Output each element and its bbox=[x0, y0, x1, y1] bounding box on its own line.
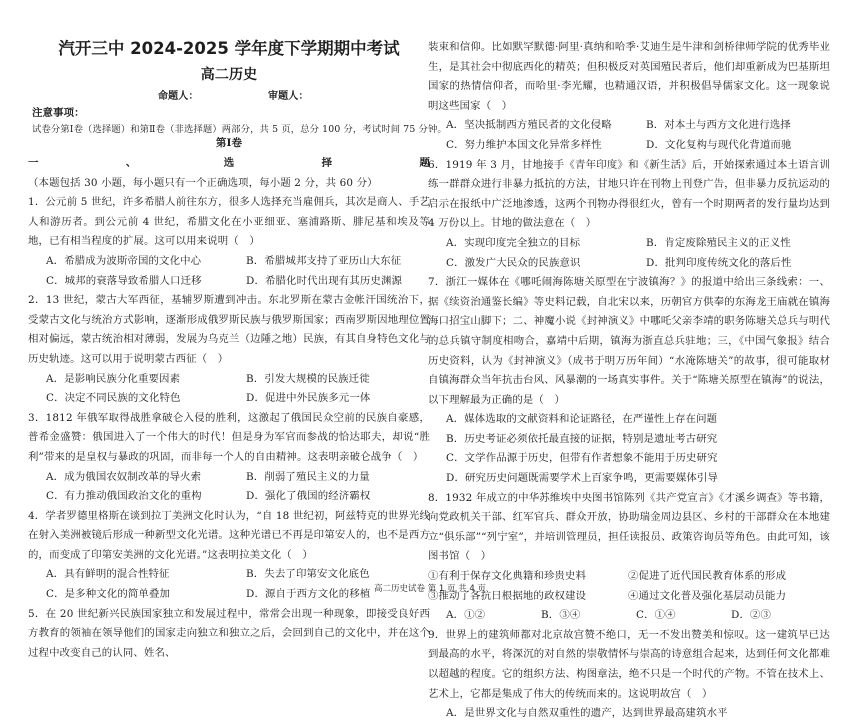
option: D．强化了俄国的经济霸权 bbox=[246, 490, 371, 503]
option: C．决定不同民族的文化特色 bbox=[46, 392, 181, 405]
exam-title: 汽开三中 2024-2025 学年度下学期期中考试 bbox=[58, 39, 400, 58]
option-group bbox=[28, 252, 430, 291]
option: B．希腊城邦支持了亚历山大东征 bbox=[246, 254, 402, 267]
option-group bbox=[28, 370, 430, 409]
option: D．希腊化时代出现有其历史渊源 bbox=[246, 274, 403, 287]
option: D．源自于西方文化的移植 bbox=[246, 588, 371, 601]
option: B．对本土与西方文化进行选择 bbox=[646, 119, 791, 132]
option: A．希腊成为波斯帝国的文化中心 bbox=[46, 254, 202, 267]
option: C．激发广大民众的民族意识 bbox=[446, 256, 581, 269]
option: A．是影响民族分化重要因素 bbox=[46, 372, 181, 385]
option: C．文学作品源于历史，但带有作者想象不能用于历史研究 bbox=[446, 452, 718, 465]
option: D．促进中外民族多元一体 bbox=[246, 392, 371, 405]
option: B．肯定废除殖民主义的正义性 bbox=[646, 236, 791, 249]
option: B．③④ bbox=[541, 609, 581, 622]
volume-label: 第Ⅰ卷 bbox=[215, 137, 243, 149]
option: B．失去了印第安文化底色 bbox=[246, 568, 370, 581]
option-group bbox=[428, 116, 830, 155]
option: C．努力维护本国文化异常多样性 bbox=[446, 138, 602, 151]
option: A．①② bbox=[446, 609, 486, 622]
page-footer: 高二历史试卷 第 1 页 共 4 页 bbox=[373, 584, 487, 594]
option: C．城邦的衰落导致希腊人口迁移 bbox=[46, 274, 202, 287]
option: D．文化复构与现代化背道而驰 bbox=[646, 138, 792, 151]
statement-item: ①有利于保存文化典籍和珍贵史料 bbox=[428, 570, 587, 583]
option: D．批判印度传统文化的落后性 bbox=[646, 256, 792, 269]
section-heading: 一、选择题（本题包括 30 小题，每小题只有一个正确选项，每小题 2 分，共 60 分） bbox=[28, 157, 430, 189]
question-stem: 1．公元前 5 世纪，许多希腊人前往东方，很多人选择充当雇佣兵，其次是商人、手艺人和游历者。到公元前 4 世纪，希腊文化在小亚细亚、塞浦路斯、腓尼基和埃及等地，已有相当程度的扩展。这可以用来说明（ ） bbox=[28, 196, 430, 248]
question-stem: 9．世界上的建筑师都对北京故宫赞不绝口，无一不发出赞美和惊叹。这一建筑早已达到最高的水平，将深沉的对自然的崇敬情怀与崇高的诗意组合起来，达到任何文化都难以超越的程度。它的组织方法、构图章法，绝不只是一个时代的产物。不管在技术上、艺术上，它都是集成了伟大的传统而来的。这说明故宫（ ） bbox=[428, 628, 830, 700]
option: D．②③ bbox=[731, 609, 772, 622]
option: A．成为俄国农奴制改革的导火索 bbox=[46, 470, 202, 483]
setter-label: 命题人： bbox=[158, 91, 199, 102]
question-stem: 8．1932 年成立的中华苏维埃中央图书馆陈列《共产党宣言》《才溪乡调查》等书籍，向党政机关干部、红军官兵、群众开放，协助瑞金周边县区、乡村的干部群众在本地建立“俱乐部”“列宁室”，并培训管理员，担任读报员、政策咨询员等角色。由此可知，该图书馆（ ） bbox=[428, 491, 830, 563]
question-stem: 7．浙江一媒体在《哪吒闹海陈塘关原型在宁波镇海？》的报道中给出三条线索：一、据《续资治通鉴长编》等史料记载，自北宋以来，历朝官方供奉的东海龙王庙就在镇海海口招宝山脚下；二、神魔小说《封神演义》中哪吒父亲李靖的职务陈塘关总兵与明代的总兵镇守制度相吻合，嘉靖中后期，镇海为浙直总兵驻地；三，《中国气象报》结合历史资料，认为《封神演义》（成书于明万历年间）“水淹陈塘关”的故事，很可能取材自镇海群众当年抗击台风、风暴潮的一场真实事件。关于“陈塘关原型在镇海”的说法，以下理解最为正确的是（ ） bbox=[428, 276, 830, 406]
option: D．研究历史问题既需要学术上百家争鸣，更需要媒体引导 bbox=[446, 472, 718, 485]
question-stem-continued: 装束和信仰。比如默罕默德·阿里·真纳和哈季·艾迪生是牛津和剑桥律师学院的优秀毕业生，是其社会中彻底西化的精英；但积极反对英国殖民者后，他们却重新成为巴基斯坦国家的热情信仰者，而哈里·李光耀，也精通汉语，并积极倡导儒家文化。这一现象说明这些国家（ ） bbox=[428, 41, 830, 112]
option: C．有力推动俄国政治文化的重构 bbox=[46, 490, 202, 503]
option: C．①④ bbox=[636, 609, 676, 622]
question-stem: 5．在 20 世纪新兴民族国家独立和发展过程中，常常会出现一种现象，即接受良好西方教育的领袖在领导他们的国家走向独立和独立之后，会回到自己的文化中，并在这个过程中改变自己的认同、姓名、 bbox=[28, 607, 430, 659]
option: A．具有鲜明的混合性特征 bbox=[46, 568, 170, 581]
statement-item: ②促进了近代国民教育体系的形成 bbox=[628, 570, 787, 583]
question-stem: 2．13 世纪，蒙古大军西征，基辅罗斯遭到冲击。东北罗斯在蒙古金帐汗国统治下，受蒙古文化与统治方式影响，逐渐形成俄罗斯民族与俄罗斯国家；西南罗斯因地理位置相对偏远，蒙古统治相对薄弱，发展为乌克兰（边陲之地）民族，有其自身特色文化与历史轨迹。这可以用于说明蒙古西征（ ） bbox=[28, 294, 430, 365]
notes-text: 试卷分第Ⅰ卷（选择题）和第Ⅱ卷（非选择题）两部分，共 5 页，总分 100 分，考试时间 75 分钟。 bbox=[32, 124, 447, 135]
exam-subject: 高二历史 bbox=[200, 67, 258, 83]
option: B．削弱了殖民主义的力量 bbox=[246, 470, 370, 483]
statement-item: ③推动了各抗日根据地的政权建设 bbox=[428, 589, 587, 602]
option-group bbox=[428, 234, 830, 273]
option-group bbox=[28, 468, 430, 507]
question-stem: 4．学者罗德里格斯在谈到拉丁美洲文化时认为，“自 18 世纪初，阿兹特克的世界光线在射入美洲被镜后形成一种新型文化光谱。这种光谱已不再是印第安人的，也不是西方的，而变成了印第安美洲的文化光谱。”这表明拉美文化（ ） bbox=[28, 509, 430, 561]
option: A．坚决抵制西方殖民者的文化侵略 bbox=[446, 119, 612, 132]
option: A．实现印度完全独立的目标 bbox=[446, 236, 581, 249]
statement-item: ④通过文化普及强化基层动员能力 bbox=[628, 589, 787, 602]
option: A．媒体选取的文献资料和论证路径，在严谨性上存在问题 bbox=[446, 413, 718, 426]
question-stem: 3．1812 年俄军取得战胜拿破仑入侵的胜利，这激起了俄国民众空前的民族自豪感，普希金盛赞：俄国进入了一个伟大的时代！但是身为军官而参战的恰达耶夫，却说“胜利”带来的是皇权与暴政的巩固，而非每一个人的自由精神。这表明亲破仑战争（ ） bbox=[28, 411, 430, 463]
reviewer-label: 审题人： bbox=[268, 91, 309, 102]
question-flow-right bbox=[428, 38, 830, 724]
option: C．是多种文化的简单叠加 bbox=[46, 588, 171, 601]
question-stem: 6．1919 年 3 月，甘地接手《青年印度》和《新生活》后，开始探索通过本土语言训练一群群众进行非暴力抵抗的方法，甘地只许在刊物上刊登广告，但非暴力反抗运动的启示在报纸中广泛地渗透，这两个刊物办得很红火，曾有一个时期两者的发行量均达到 4 万份以上。甘地的做法意在（ ） bbox=[428, 158, 830, 230]
option-group bbox=[428, 606, 830, 626]
option: B．引发大规模的民族迁徙 bbox=[246, 372, 370, 385]
option: B．历史考证必须依托最直接的证据，特别是遗址考古研究 bbox=[446, 432, 718, 445]
option: A．是世界文化与自然双重性的遗产，达到世界最高建筑水平 bbox=[446, 707, 728, 720]
notes-heading: 注意事项： bbox=[32, 107, 85, 119]
